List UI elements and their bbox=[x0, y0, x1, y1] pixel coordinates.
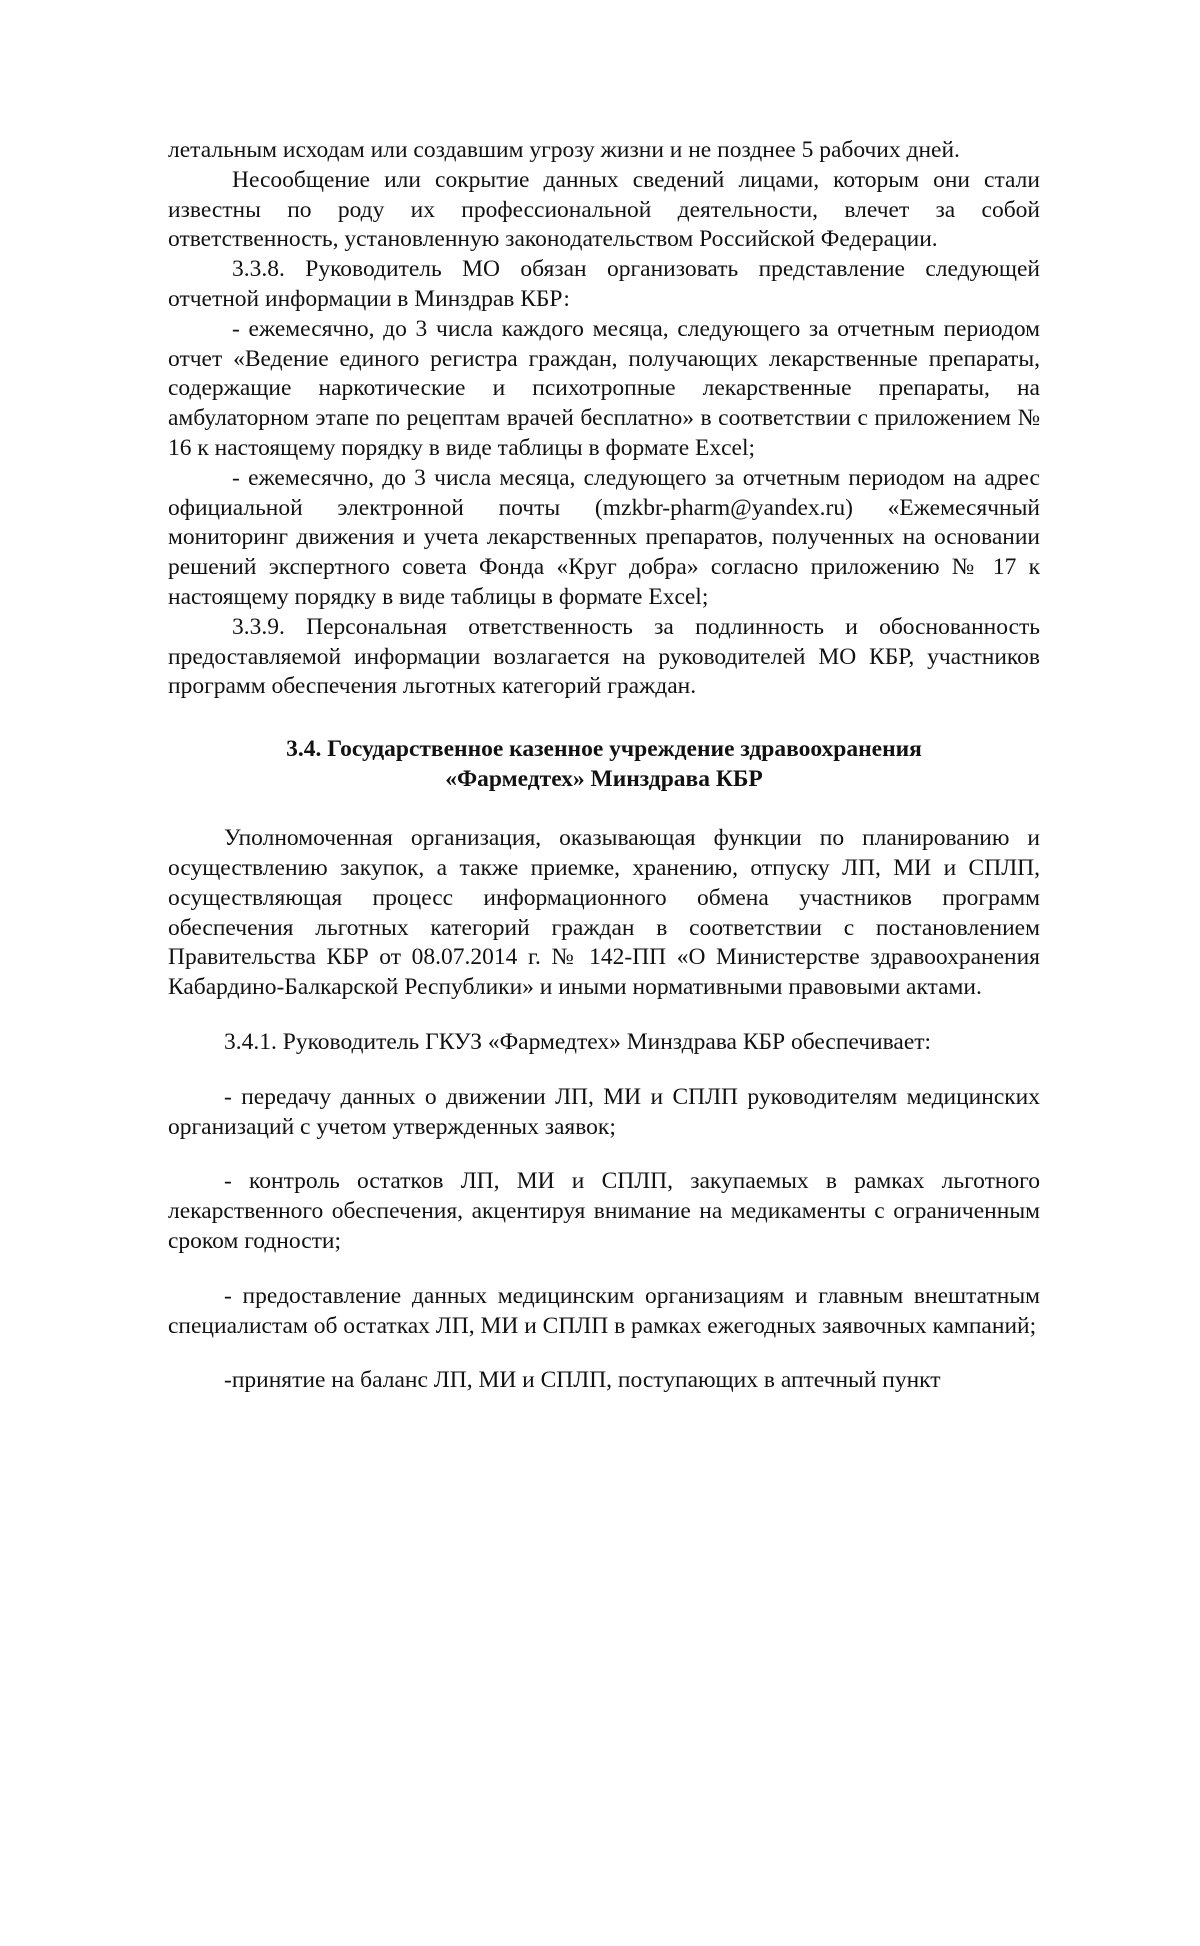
paragraph-data-provision: - предоставление данных медицинским организациям и главным внештатным специалистам об остатках ЛП, МИ и СПЛП в рамках ежегодных заявочных кампаний; bbox=[168, 1282, 1040, 1339]
paragraph-data-transfer: - передачу данных о движении ЛП, МИ и СПЛП руководителям медицинских организаций с учетом утвержденных заявок; bbox=[168, 1083, 1040, 1140]
paragraph-authorized-org: Уполномоченная организация, оказывающая функции по планированию и осуществлению закупок, а также приемке, хранению, отпуску ЛП, МИ и СПЛП, осуществляющая процесс информационного обмена участников программ обеспечения льготных категорий граждан в соответствии с постановлением Правительства КБР от 08.07.2014 г. № 142-ПП «О Министерстве здравоохранения Кабардино-Балкарской Республики» и иными нормативными правовыми актами. bbox=[168, 825, 1040, 1001]
paragraph-monthly-monitoring: - ежемесячно, до 3 числа месяца, следующего за отчетным периодом на адрес официальной электронной почты (mzkbr-pharm@yandex.ru) «Ежемесячный мониторинг движения и учета лекарственных препаратов, полученных на основании решений экспертного совета Фонда «Круг добра» согласно приложению № 17 к настоящему порядку в виде таблицы в формате Excel; bbox=[168, 464, 1040, 610]
paragraph-stock-control: - контроль остатков ЛП, МИ и СПЛП, закупаемых в рамках льготного лекарственного обеспечения, акцентируя внимание на медикаменты с ограниченным сроком годности; bbox=[168, 1168, 1040, 1254]
paragraph-nondisclosure: Несообщение или сокрытие данных сведений лицами, которым они стали известны по роду их профессиональной деятельности, влечет за собой ответственность, установленную законодательством Российской Федерации. bbox=[168, 166, 1040, 253]
paragraph-3-3-9: 3.3.9. Персональная ответственность за подлинность и обоснованность предоставляемой информации возлагается на руководителей МО КБР, участников программ обеспечения льготных категорий граждан. bbox=[168, 613, 1040, 700]
document-page bbox=[168, 136, 1040, 1396]
paragraph-3-3-8: 3.3.8. Руководитель МО обязан организовать представление следующей отчетной информации в Минздрав КБР: bbox=[168, 256, 1040, 312]
paragraph-balance-acceptance: -принятие на баланс ЛП, МИ и СПЛП, поступающих в аптечный пункт bbox=[224, 1367, 941, 1394]
section-heading-line1: 3.4. Государственное казенное учреждение здравоохранения bbox=[286, 736, 922, 763]
paragraph-3-4-1: 3.4.1. Руководитель ГКУЗ «Фармедтех» Минздрава КБР обеспечивает: bbox=[224, 1028, 932, 1055]
paragraph-monthly-register: - ежемесячно, до 3 числа каждого месяца, следующего за отчетным периодом отчет «Ведение единого регистра граждан, получающих лекарственные препараты, содержащие наркотические и психотропные лекарственные препараты, на амбулаторном этапе по рецептам врачей бесплатно» в соответствии с приложением № 16 к настоящему порядку в виде таблицы в формате Excel; bbox=[168, 315, 1040, 461]
section-heading-line2: «Фармедтех» Минздрава КБР bbox=[445, 766, 763, 793]
paragraph-continuation: летальным исходам или создавшим угрозу жизни и не позднее 5 рабочих дней. bbox=[168, 137, 960, 163]
